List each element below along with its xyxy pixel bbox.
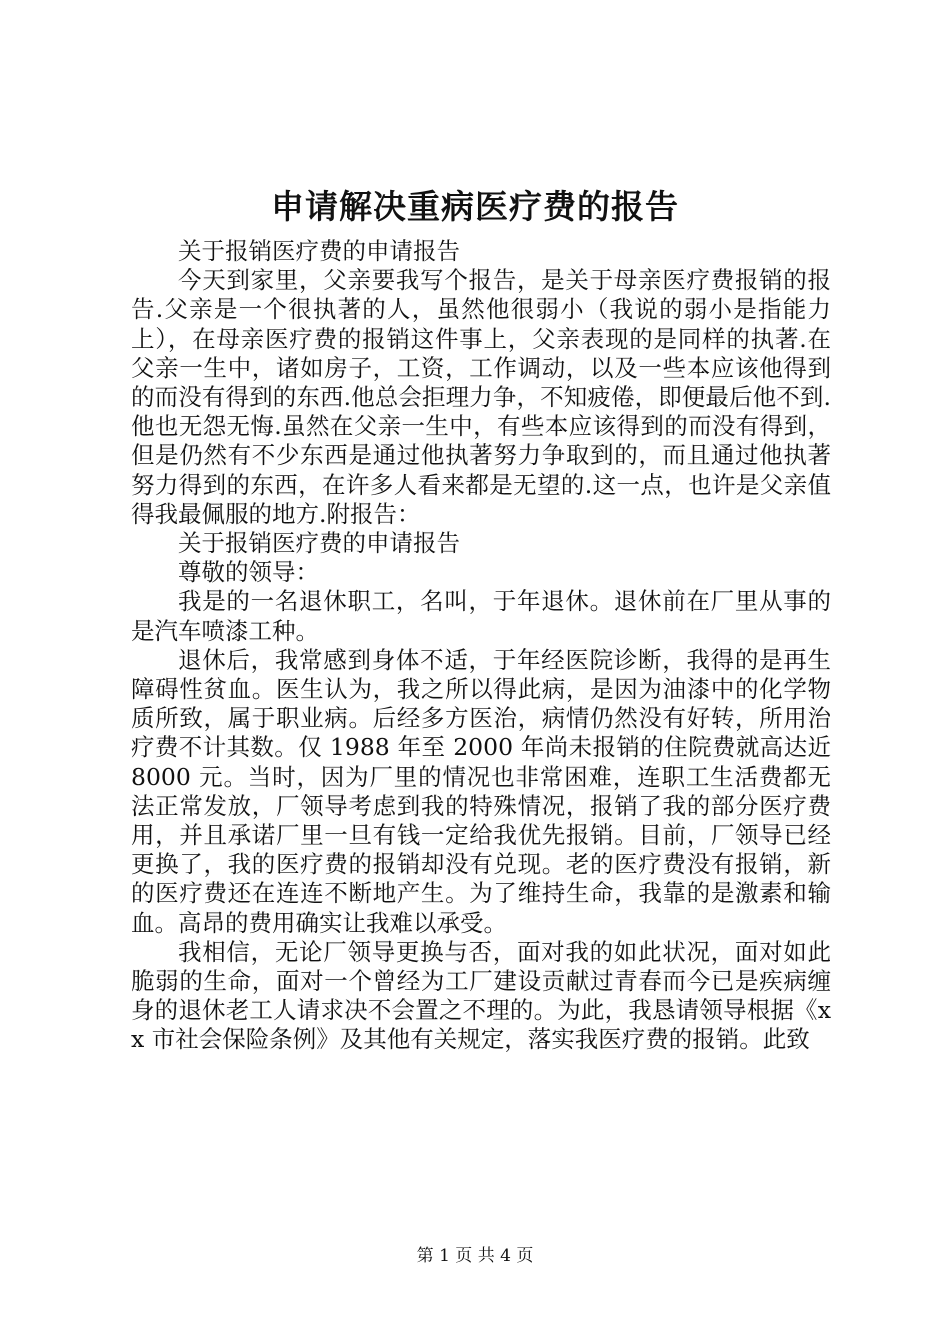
paragraph-request: 我相信，无论厂领导更换与否，面对我的如此状况，面对如此脆弱的生命，面对一个曾经为工厂建设贡献过青春而今已是疾病缠身的退休老工人请求决不会置之不理的。为此，我恳请领导根据《xx 市社会保险条例》及其他有关规定，落实我医疗费的报销。此致 (131, 937, 831, 1054)
page-footer: 第 1 页 共 4 页 (416, 1246, 534, 1266)
paragraph-self-introduction: 我是的一名退休职工，名叫，于年退休。退休前在厂里从事的是汽车喷漆工种。 (131, 587, 831, 645)
paragraph-illness-description: 退休后，我常感到身体不适，于年经医院诊断，我得的是再生障碍性贫血。医生认为，我之所以得此病，是因为油漆中的化学物质所致，属于职业病。后经多方医治，病情仍然没有好转，所用治疗费不计其数。仅 1988 年至 2000 年尚未报销的住院费就高达近 8000 元。当时，因为厂里的情况也非常困难，连职工生活费都无法正常发放，厂领导考虑到我的特殊情况，报销了我的部分医疗费用，并且承诺厂里一旦有钱一定给我优先报销。目前，厂领导已经更换了，我的医疗费的报销却没有兑现。老的医疗费没有报销，新的医疗费还在连连不断地产生。为了维持生命，我靠的是激素和输血。高昂的费用确实让我难以承受。 (131, 645, 831, 937)
document-title: 申请解决重病医疗费的报告 (271, 187, 679, 226)
paragraph-intro: 今天到家里，父亲要我写个报告，是关于母亲医疗费报销的报告.父亲是一个很执著的人，虽然他很弱小（我说的弱小是指能力上），在母亲医疗费的报销这件事上，父亲表现的是同样的执著.在父亲一生中，诸如房子，工资，工作调动，以及一些本应该他得到的而没有得到的东西.他总会拒理力争，不知疲倦，即便最后他不到.他也无怨无悔.虽然在父亲一生中，有些本应该得到的而没有得到，但是仍然有不少东西是通过他执著努力争取到的，而且通过他执著努力得到的东西，在许多人看来都是无望的.这一点，也许是父亲值得我最佩服的地方.附报告： (131, 266, 831, 528)
document-body (131, 237, 831, 1055)
paragraph-report-heading: 关于报销医疗费的申请报告 (178, 529, 460, 558)
paragraph-subtitle: 关于报销医疗费的申请报告 (178, 237, 460, 265)
paragraph-salutation: 尊敬的领导： (178, 558, 319, 587)
